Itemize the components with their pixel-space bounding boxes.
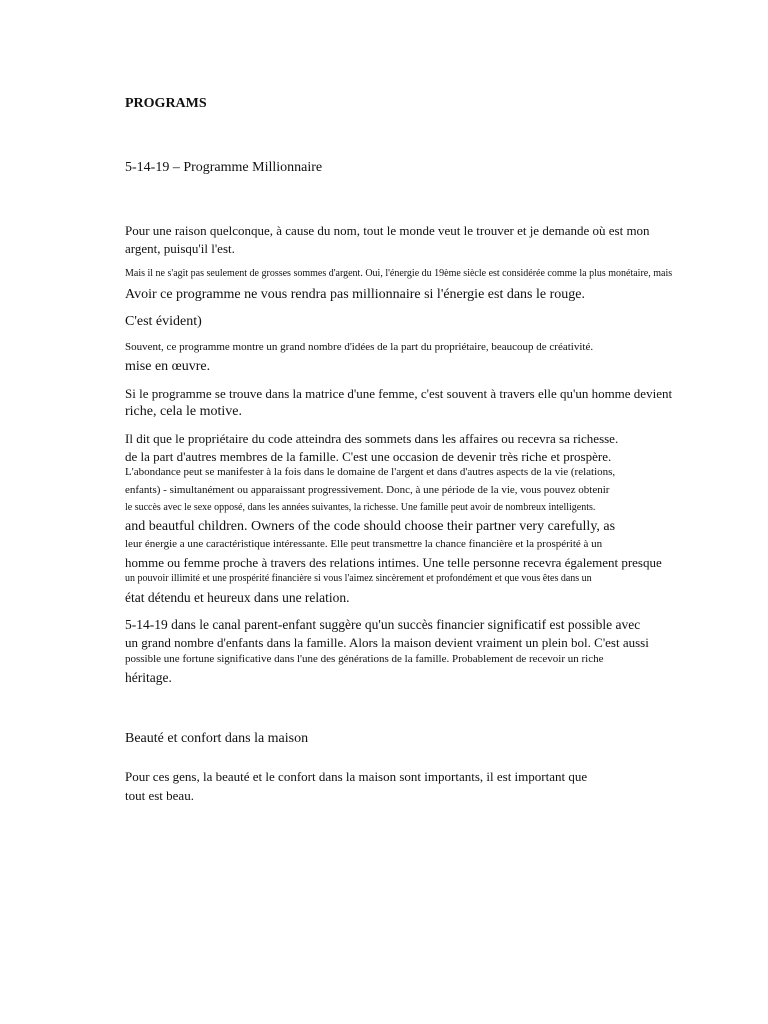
paragraph-line: argent, puisqu'il l'est. <box>125 241 235 256</box>
paragraph-line: Il dit que le propriétaire du code atteindra des sommets dans les affaires ou recevra sa richesse. <box>125 431 619 446</box>
paragraph-line: and beautful children. Owners of the code should choose their partner very carefully, as <box>125 519 616 534</box>
paragraph-line: Mais il ne s'agit pas seulement de grosses sommes d'argent. Oui, l'énergie du 19ème siècle est considérée comme la plus monétaire, mais <box>125 268 673 279</box>
section-heading-millionnaire: 5-14-19 – Programme Millionnaire <box>125 160 323 175</box>
paragraph-line: héritage. <box>125 670 172 685</box>
paragraph-line: homme ou femme proche à travers des relations intimes. Une telle personne recevra également presque <box>125 555 662 570</box>
paragraph-line: leur énergie a une caractéristique intéressante. Elle peut transmettre la chance financière et la prospérité à un <box>125 538 603 550</box>
paragraph-line: un pouvoir illimité et une prospérité financière si vous l'aimez sincèrement et profondément et que vous êtes dans un <box>125 573 592 584</box>
paragraph-line: Avoir ce programme ne vous rendra pas millionnaire si l'énergie est dans le rouge. <box>125 287 585 302</box>
paragraph-line: le succès avec le sexe opposé, dans les années suivantes, la richesse. Une famille peut avoir de nombreux intelligents. <box>125 502 596 513</box>
paragraph-line: Pour une raison quelconque, à cause du nom, tout le monde veut le trouver et je demande où est mon <box>125 223 650 238</box>
paragraph-line: Pour ces gens, la beauté et le confort dans la maison sont importants, il est important que <box>125 769 588 784</box>
paragraph-line: état détendu et heureux dans une relation. <box>125 590 350 605</box>
paragraph-line: enfants) - simultanément ou apparaissant progressivement. Donc, à une période de la vie, vous pouvez obtenir <box>125 484 610 496</box>
paragraph-line: riche, cela le motive. <box>125 404 242 419</box>
paragraph-line: possible une fortune significative dans l'une des générations de la famille. Probablement de recevoir un riche <box>125 653 604 665</box>
paragraph-line: C'est évident) <box>125 314 202 329</box>
section-heading-beaute: Beauté et confort dans la maison <box>125 731 309 746</box>
paragraph-line: L'abondance peut se manifester à la fois dans le domaine de l'argent et dans d'autres aspects de la vie (relations, <box>125 466 616 478</box>
paragraph-line: Souvent, ce programme montre un grand nombre d'idées de la part du propriétaire, beaucoup de créativité. <box>125 341 594 353</box>
paragraph-line: 5-14-19 dans le canal parent-enfant suggère qu'un succès financier significatif est possible avec <box>125 617 641 632</box>
paragraph-line: mise en œuvre. <box>125 359 211 374</box>
paragraph-line: Si le programme se trouve dans la matrice d'une femme, c'est souvent à travers elle qu'un homme devient <box>125 386 673 401</box>
paragraph-line: un grand nombre d'enfants dans la famille. Alors la maison devient vraiment un plein bol. C'est aussi <box>125 635 649 650</box>
paragraph-line: tout est beau. <box>125 788 194 803</box>
paragraph-line: de la part d'autres membres de la famille. C'est une occasion de devenir très riche et prospère. <box>125 449 612 464</box>
document-title: PROGRAMS <box>125 96 207 111</box>
